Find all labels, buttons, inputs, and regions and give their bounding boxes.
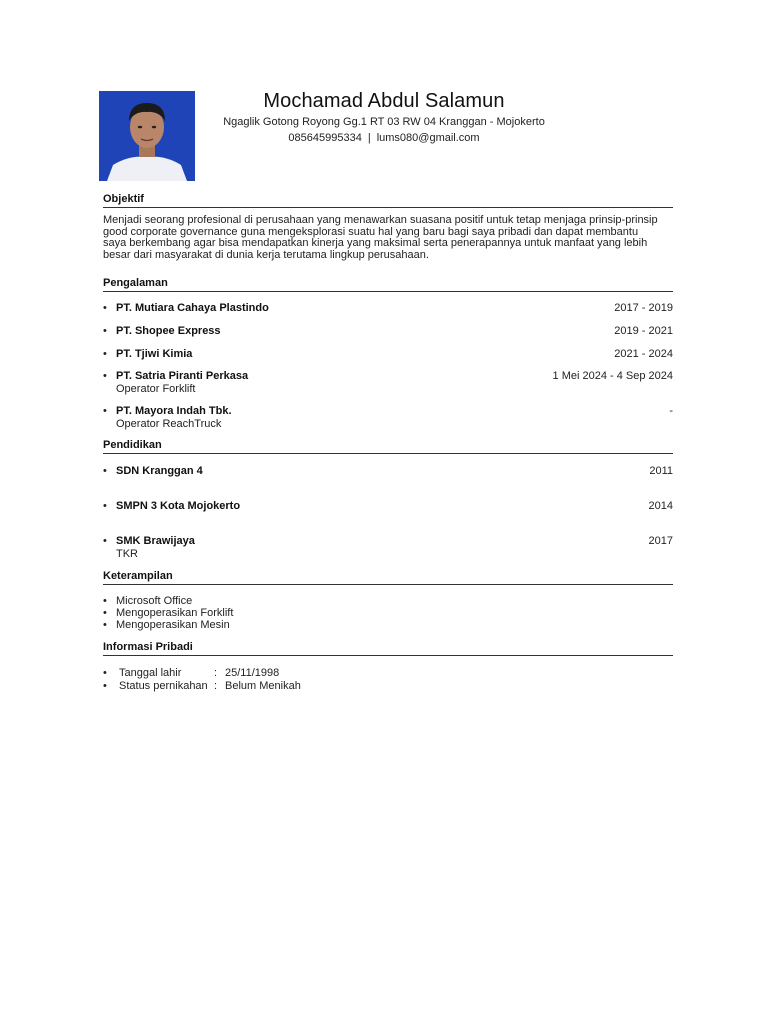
section-title-experience: Pengalaman	[103, 277, 673, 292]
period: 2017 - 2019	[614, 302, 673, 314]
bullet: •	[103, 405, 107, 417]
job-role: Operator ReachTruck	[116, 418, 222, 430]
contact-line	[200, 132, 568, 144]
bullet: •	[103, 370, 107, 382]
bullet: •	[103, 595, 107, 607]
info-value: Belum Menikah	[225, 680, 301, 692]
profile-photo	[99, 91, 195, 181]
bullet: •	[103, 465, 107, 477]
company-name: PT. Satria Piranti Perkasa	[116, 370, 249, 382]
address: Ngaglik Gotong Royong Gg.1 RT 03 RW 04 Kranggan - Mojokerto	[223, 116, 545, 128]
school-name: SMPN 3 Kota Mojokerto	[116, 500, 241, 512]
section-title-objective: Objektif	[103, 193, 673, 208]
bullet: •	[103, 535, 107, 547]
bullet: •	[103, 500, 107, 512]
school-name: SMK Brawijaya	[116, 535, 195, 547]
school-name: SDN Kranggan 4	[116, 465, 203, 477]
period: 1 Mei 2024 - 4 Sep 2024	[552, 370, 673, 382]
job-role: Operator Forklift	[116, 383, 196, 395]
graduation-year: 2011	[649, 465, 673, 477]
bullet: •	[103, 619, 107, 631]
bullet: •	[103, 348, 107, 360]
company-name: PT. Tjiwi Kimia	[116, 348, 193, 360]
bullet: •	[103, 680, 107, 692]
major: TKR	[116, 548, 138, 560]
phone-number: 085645995334	[288, 132, 362, 144]
email-address: lums080@gmail.com	[376, 132, 480, 144]
objective-text: Menjadi seorang profesional di perusahaan yang menawarkan suasana positif untuk tetap menjaga prinsip-prinsip good corporate governance guna mengeksplorasi suatu hal yang baru bagi saya pribadi dan dapat membantu saya berkembang agar bisa mendapatkan kinerja yang maksimal serta penerapannya untuk manfaat yang lebih besar dari masyarakat di dunia kerja terutama lingkup perusahaan.	[103, 214, 658, 261]
company-name: PT. Shopee Express	[116, 325, 221, 337]
candidate-name: Mochamad Abdul Salamun	[263, 90, 505, 112]
info-label: Status pernikahan	[119, 680, 208, 692]
bullet: •	[103, 667, 107, 679]
skill-text: Mengoperasikan Mesin	[116, 619, 230, 631]
company-name: PT. Mutiara Cahaya Plastindo	[116, 302, 269, 314]
period: -	[669, 405, 673, 417]
skill-text: Microsoft Office	[116, 595, 193, 607]
company-name: PT. Mayora Indah Tbk.	[116, 405, 232, 417]
period: 2019 - 2021	[614, 325, 673, 337]
bullet: •	[103, 607, 107, 619]
period: 2021 - 2024	[614, 348, 673, 360]
skill-text: Mengoperasikan Forklift	[116, 607, 234, 619]
section-title-personal: Informasi Pribadi	[103, 641, 673, 656]
bullet: •	[103, 302, 107, 314]
graduation-year: 2017	[648, 535, 673, 547]
bullet: •	[103, 325, 107, 337]
section-title-skills: Keterampilan	[103, 570, 673, 585]
info-label: Tanggal lahir	[119, 667, 182, 679]
section-title-education: Pendidikan	[103, 439, 673, 454]
info-colon: :	[214, 667, 218, 679]
separator: |	[367, 132, 371, 144]
info-value: 25/11/1998	[225, 667, 280, 679]
graduation-year: 2014	[648, 500, 673, 512]
info-colon: :	[214, 680, 218, 692]
